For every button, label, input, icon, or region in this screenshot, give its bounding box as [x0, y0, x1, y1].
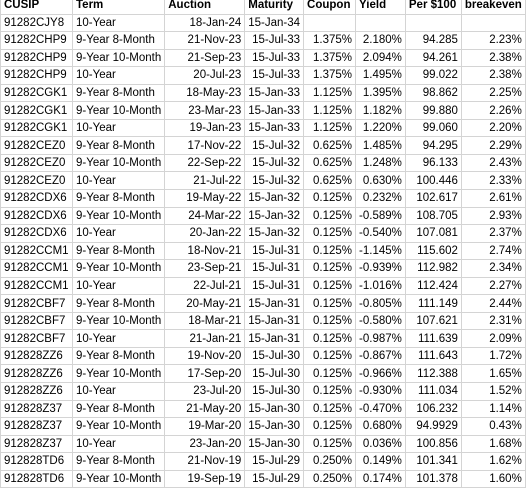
cell-per-100[interactable]: 100.446	[405, 172, 461, 190]
cell-auction[interactable]: 17-Sep-20	[165, 365, 245, 383]
table-row	[1, 84, 526, 102]
cell-yield[interactable]: 1.182%	[356, 102, 406, 120]
cell-maturity[interactable]: 15-Jan-31	[245, 312, 304, 330]
cell-maturity[interactable]: 15-Jan-30	[245, 435, 304, 453]
cell-yield[interactable]: 0.680%	[356, 418, 406, 436]
header-coupon[interactable]: Coupon	[304, 0, 356, 14]
cell-cusip[interactable]: 91282CJY8	[1, 14, 73, 32]
table-row	[1, 453, 526, 471]
cell-maturity[interactable]: 15-Jul-33	[245, 67, 304, 85]
cell-per-100[interactable]: 94.295	[405, 137, 461, 155]
table-row	[1, 400, 526, 418]
cell-per-100[interactable]: 100.856	[405, 435, 461, 453]
table-row	[1, 312, 526, 330]
cell-auction[interactable]: 20-Jul-23	[165, 67, 245, 85]
cell-yield[interactable]: 0.036%	[356, 435, 406, 453]
cell-coupon[interactable]: 0.250%	[304, 453, 356, 471]
header-maturity[interactable]: Maturity	[245, 0, 304, 14]
cell-auction[interactable]: 21-Jan-21	[165, 330, 245, 348]
table-row	[1, 172, 526, 190]
cell-yield[interactable]: -0.939%	[356, 260, 406, 278]
cell-breakeven[interactable]: 2.34%	[461, 260, 525, 278]
cell-per-100[interactable]: 94.9929	[405, 418, 461, 436]
cell-yield[interactable]	[356, 14, 406, 32]
header-cusip[interactable]: CUSIP	[1, 0, 73, 14]
cell-yield[interactable]: -1.016%	[356, 277, 406, 295]
header-row	[1, 0, 526, 14]
cell-coupon[interactable]: 0.125%	[304, 207, 356, 225]
cell-auction[interactable]: 21-Nov-23	[165, 32, 245, 50]
cell-breakeven[interactable]: 2.23%	[461, 32, 525, 50]
cell-auction[interactable]: 18-Jan-24	[165, 14, 245, 32]
cell-breakeven[interactable]: 2.33%	[461, 172, 525, 190]
table-row	[1, 435, 526, 453]
cell-coupon[interactable]: 1.375%	[304, 67, 356, 85]
cell-auction[interactable]: 22-Sep-22	[165, 154, 245, 172]
cell-yield[interactable]: 1.248%	[356, 154, 406, 172]
cell-yield[interactable]: -0.470%	[356, 400, 406, 418]
cell-per-100[interactable]: 96.133	[405, 154, 461, 172]
cell-cusip[interactable]: 91282CHP9	[1, 67, 73, 85]
cell-yield[interactable]: -0.966%	[356, 365, 406, 383]
cell-maturity[interactable]: 15-Jul-33	[245, 32, 304, 50]
table-row	[1, 365, 526, 383]
cell-cusip[interactable]: 91282CBF7	[1, 295, 73, 313]
cell-coupon[interactable]: 0.125%	[304, 190, 356, 208]
cell-per-100[interactable]: 112.982	[405, 260, 461, 278]
cell-yield[interactable]: 2.180%	[356, 32, 406, 50]
cell-auction[interactable]: 17-Nov-22	[165, 137, 245, 155]
cell-yield[interactable]: -0.987%	[356, 330, 406, 348]
cell-term[interactable]: 10-Year	[73, 119, 165, 137]
cell-cusip[interactable]: 912828ZZ6	[1, 347, 73, 365]
table-row	[1, 119, 526, 137]
cell-cusip[interactable]: 91282CDX6	[1, 190, 73, 208]
header-auction[interactable]: Auction	[165, 0, 245, 14]
cell-coupon[interactable]: 0.125%	[304, 347, 356, 365]
cell-cusip[interactable]: 912828Z37	[1, 418, 73, 436]
cell-per-100[interactable]: 112.424	[405, 277, 461, 295]
cell-term[interactable]: 9-Year 8-Month	[73, 32, 165, 50]
cell-breakeven[interactable]: 2.09%	[461, 330, 525, 348]
cell-coupon[interactable]: 0.625%	[304, 154, 356, 172]
cell-breakeven[interactable]: 1.60%	[461, 470, 525, 488]
cell-cusip[interactable]: 912828ZZ6	[1, 383, 73, 401]
cell-term[interactable]: 9-Year 8-Month	[73, 453, 165, 471]
cell-auction[interactable]: 19-Jan-23	[165, 119, 245, 137]
cell-per-100[interactable]: 115.602	[405, 242, 461, 260]
table-row	[1, 67, 526, 85]
cell-auction[interactable]: 22-Jul-21	[165, 277, 245, 295]
cell-breakeven[interactable]: 2.38%	[461, 49, 525, 67]
cell-cusip[interactable]: 91282CHP9	[1, 49, 73, 67]
table-body	[1, 14, 526, 488]
cell-maturity[interactable]: 15-Jul-33	[245, 49, 304, 67]
cell-term[interactable]: 9-Year 8-Month	[73, 295, 165, 313]
table-row	[1, 102, 526, 120]
cell-breakeven[interactable]	[461, 14, 525, 32]
cell-maturity[interactable]: 15-Jul-31	[245, 277, 304, 295]
cell-yield[interactable]: 1.485%	[356, 137, 406, 155]
cell-coupon[interactable]: 0.125%	[304, 242, 356, 260]
cell-term[interactable]: 10-Year	[73, 225, 165, 243]
cell-coupon[interactable]: 0.125%	[304, 383, 356, 401]
cell-per-100[interactable]: 99.060	[405, 119, 461, 137]
cell-maturity[interactable]: 15-Jul-30	[245, 365, 304, 383]
cell-maturity[interactable]: 15-Jul-30	[245, 383, 304, 401]
cell-per-100[interactable]: 111.034	[405, 383, 461, 401]
cell-per-100[interactable]: 108.705	[405, 207, 461, 225]
table-row	[1, 295, 526, 313]
cell-maturity[interactable]: 15-Jan-31	[245, 295, 304, 313]
cell-term[interactable]: 9-Year 8-Month	[73, 242, 165, 260]
cell-breakeven[interactable]: 2.38%	[461, 67, 525, 85]
cell-per-100[interactable]	[405, 14, 461, 32]
cell-breakeven[interactable]: 2.29%	[461, 137, 525, 155]
cell-auction[interactable]: 23-Jul-20	[165, 383, 245, 401]
cell-auction[interactable]: 23-Mar-23	[165, 102, 245, 120]
cell-term[interactable]: 9-Year 10-Month	[73, 260, 165, 278]
cell-cusip[interactable]: 912828ZZ6	[1, 365, 73, 383]
cell-coupon[interactable]: 0.125%	[304, 260, 356, 278]
cell-breakeven[interactable]: 2.44%	[461, 295, 525, 313]
cell-cusip[interactable]: 912828TD6	[1, 470, 73, 488]
cell-breakeven[interactable]: 1.72%	[461, 347, 525, 365]
cell-term[interactable]: 10-Year	[73, 14, 165, 32]
cell-maturity[interactable]: 15-Jan-34	[245, 14, 304, 32]
cell-term[interactable]: 10-Year	[73, 330, 165, 348]
cell-breakeven[interactable]: 1.52%	[461, 383, 525, 401]
cell-cusip[interactable]: 91282CGK1	[1, 102, 73, 120]
cell-breakeven[interactable]: 2.20%	[461, 119, 525, 137]
cell-term[interactable]: 10-Year	[73, 277, 165, 295]
cell-yield[interactable]: 1.220%	[356, 119, 406, 137]
cell-auction[interactable]: 23-Sep-21	[165, 260, 245, 278]
cell-cusip[interactable]: 91282CGK1	[1, 119, 73, 137]
cell-maturity[interactable]: 15-Jan-32	[245, 207, 304, 225]
cell-maturity[interactable]: 15-Jul-31	[245, 242, 304, 260]
cell-maturity[interactable]: 15-Jan-31	[245, 330, 304, 348]
cell-term[interactable]: 9-Year 8-Month	[73, 347, 165, 365]
cell-yield[interactable]: 1.495%	[356, 67, 406, 85]
cell-per-100[interactable]: 99.880	[405, 102, 461, 120]
cell-breakeven[interactable]: 1.65%	[461, 365, 525, 383]
table-row	[1, 383, 526, 401]
cell-coupon[interactable]: 0.125%	[304, 330, 356, 348]
table-row	[1, 277, 526, 295]
table-row	[1, 154, 526, 172]
cell-term[interactable]: 10-Year	[73, 435, 165, 453]
header-term[interactable]: Term	[73, 0, 165, 14]
cell-per-100[interactable]: 107.621	[405, 312, 461, 330]
cell-coupon[interactable]: 0.125%	[304, 295, 356, 313]
cell-cusip[interactable]: 91282CBF7	[1, 312, 73, 330]
cell-cusip[interactable]: 91282CEZ0	[1, 154, 73, 172]
cell-coupon[interactable]: 0.125%	[304, 418, 356, 436]
cell-cusip[interactable]: 91282CHP9	[1, 32, 73, 50]
cell-yield[interactable]: 0.630%	[356, 172, 406, 190]
table-row	[1, 470, 526, 488]
cell-breakeven[interactable]: 2.74%	[461, 242, 525, 260]
cell-auction[interactable]: 19-Sep-19	[165, 470, 245, 488]
cell-yield[interactable]: -0.930%	[356, 383, 406, 401]
table-row	[1, 418, 526, 436]
cell-coupon[interactable]: 0.625%	[304, 172, 356, 190]
cell-breakeven[interactable]: 1.62%	[461, 453, 525, 471]
cell-breakeven[interactable]: 0.43%	[461, 418, 525, 436]
cell-cusip[interactable]: 91282CEZ0	[1, 137, 73, 155]
cell-breakeven[interactable]: 2.43%	[461, 154, 525, 172]
cell-term[interactable]: 9-Year 10-Month	[73, 102, 165, 120]
cell-auction[interactable]: 21-May-20	[165, 400, 245, 418]
cell-term[interactable]: 9-Year 10-Month	[73, 49, 165, 67]
cell-yield[interactable]: 0.149%	[356, 453, 406, 471]
cell-yield[interactable]: 2.094%	[356, 49, 406, 67]
cell-auction[interactable]: 18-Nov-21	[165, 242, 245, 260]
cell-breakeven[interactable]: 2.25%	[461, 84, 525, 102]
cell-cusip[interactable]: 91282CEZ0	[1, 172, 73, 190]
cell-maturity[interactable]: 15-Jul-31	[245, 260, 304, 278]
cell-term[interactable]: 10-Year	[73, 383, 165, 401]
cell-breakeven[interactable]: 1.14%	[461, 400, 525, 418]
header-per-100[interactable]: Per $100	[405, 0, 461, 14]
cell-per-100[interactable]: 111.643	[405, 347, 461, 365]
cell-coupon[interactable]: 1.125%	[304, 84, 356, 102]
table-row	[1, 207, 526, 225]
cell-per-100[interactable]: 94.285	[405, 32, 461, 50]
cell-term[interactable]: 9-Year 8-Month	[73, 84, 165, 102]
table-row	[1, 242, 526, 260]
cell-breakeven[interactable]: 2.37%	[461, 225, 525, 243]
cell-per-100[interactable]: 99.022	[405, 67, 461, 85]
cell-cusip[interactable]: 91282CCM1	[1, 242, 73, 260]
cell-maturity[interactable]: 15-Jul-32	[245, 137, 304, 155]
header-yield[interactable]: Yield	[356, 0, 406, 14]
cell-maturity[interactable]: 15-Jan-30	[245, 418, 304, 436]
cell-auction[interactable]: 18-May-23	[165, 84, 245, 102]
cell-per-100[interactable]: 101.341	[405, 453, 461, 471]
cell-auction[interactable]: 21-Jul-22	[165, 172, 245, 190]
cell-coupon[interactable]: 0.125%	[304, 400, 356, 418]
cell-coupon[interactable]: 1.125%	[304, 102, 356, 120]
cell-per-100[interactable]: 106.232	[405, 400, 461, 418]
cell-coupon[interactable]: 0.125%	[304, 312, 356, 330]
cell-term[interactable]: 9-Year 8-Month	[73, 400, 165, 418]
cell-breakeven[interactable]: 2.27%	[461, 277, 525, 295]
cell-maturity[interactable]: 15-Jul-32	[245, 154, 304, 172]
header-breakeven[interactable]: breakeven	[461, 0, 525, 14]
cell-yield[interactable]: -0.589%	[356, 207, 406, 225]
cell-yield[interactable]: -0.805%	[356, 295, 406, 313]
table-row	[1, 49, 526, 67]
cell-yield[interactable]: 0.174%	[356, 470, 406, 488]
table-row	[1, 137, 526, 155]
cell-cusip[interactable]: 91282CBF7	[1, 330, 73, 348]
cell-coupon[interactable]: 0.125%	[304, 225, 356, 243]
cell-term[interactable]: 9-Year 8-Month	[73, 137, 165, 155]
cell-coupon[interactable]: 0.250%	[304, 470, 356, 488]
cell-coupon[interactable]: 1.375%	[304, 32, 356, 50]
cell-auction[interactable]: 21-Nov-19	[165, 453, 245, 471]
cell-maturity[interactable]: 15-Jul-30	[245, 347, 304, 365]
cell-term[interactable]: 9-Year 10-Month	[73, 154, 165, 172]
cell-maturity[interactable]: 15-Jul-32	[245, 172, 304, 190]
table-row	[1, 347, 526, 365]
cell-auction[interactable]: 24-Mar-22	[165, 207, 245, 225]
table-row	[1, 190, 526, 208]
cell-auction[interactable]: 19-Nov-20	[165, 347, 245, 365]
cell-auction[interactable]: 23-Jan-20	[165, 435, 245, 453]
cell-auction[interactable]: 19-Mar-20	[165, 418, 245, 436]
cell-cusip[interactable]: 91282CCM1	[1, 260, 73, 278]
table-row	[1, 260, 526, 278]
cell-auction[interactable]: 21-Sep-23	[165, 49, 245, 67]
cell-maturity[interactable]: 15-Jul-29	[245, 453, 304, 471]
cell-coupon[interactable]: 0.125%	[304, 435, 356, 453]
cell-cusip[interactable]: 91282CCM1	[1, 277, 73, 295]
cell-per-100[interactable]: 102.617	[405, 190, 461, 208]
table-row	[1, 330, 526, 348]
cell-cusip[interactable]: 912828Z37	[1, 435, 73, 453]
cell-auction[interactable]: 20-May-21	[165, 295, 245, 313]
cell-per-100[interactable]: 112.388	[405, 365, 461, 383]
table-row	[1, 14, 526, 32]
cell-term[interactable]: 10-Year	[73, 67, 165, 85]
cell-breakeven[interactable]: 2.93%	[461, 207, 525, 225]
cell-per-100[interactable]: 107.081	[405, 225, 461, 243]
cell-coupon[interactable]: 0.125%	[304, 277, 356, 295]
cell-term[interactable]: 10-Year	[73, 172, 165, 190]
cell-maturity[interactable]: 15-Jul-29	[245, 470, 304, 488]
table-row	[1, 225, 526, 243]
cell-maturity[interactable]: 15-Jan-33	[245, 84, 304, 102]
cell-auction[interactable]: 18-Mar-21	[165, 312, 245, 330]
cell-yield[interactable]: -0.867%	[356, 347, 406, 365]
cell-term[interactable]: 9-Year 10-Month	[73, 365, 165, 383]
cell-breakeven[interactable]: 1.68%	[461, 435, 525, 453]
cell-term[interactable]: 9-Year 10-Month	[73, 312, 165, 330]
cell-coupon[interactable]	[304, 14, 356, 32]
cell-coupon[interactable]: 0.125%	[304, 365, 356, 383]
table-row	[1, 32, 526, 50]
cell-breakeven[interactable]: 2.61%	[461, 190, 525, 208]
cell-maturity[interactable]: 15-Jan-32	[245, 225, 304, 243]
cell-breakeven[interactable]: 2.31%	[461, 312, 525, 330]
cell-maturity[interactable]: 15-Jan-32	[245, 190, 304, 208]
cell-per-100[interactable]: 111.149	[405, 295, 461, 313]
cell-coupon[interactable]: 1.125%	[304, 119, 356, 137]
cell-cusip[interactable]: 912828TD6	[1, 453, 73, 471]
cell-cusip[interactable]: 91282CDX6	[1, 207, 73, 225]
cell-cusip[interactable]: 912828Z37	[1, 400, 73, 418]
cell-maturity[interactable]: 15-Jan-33	[245, 102, 304, 120]
cell-yield[interactable]: 0.232%	[356, 190, 406, 208]
cell-per-100[interactable]: 98.862	[405, 84, 461, 102]
cell-per-100[interactable]: 101.378	[405, 470, 461, 488]
cell-breakeven[interactable]: 2.26%	[461, 102, 525, 120]
cell-coupon[interactable]: 0.625%	[304, 137, 356, 155]
cell-per-100[interactable]: 111.639	[405, 330, 461, 348]
cell-maturity[interactable]: 15-Jan-33	[245, 119, 304, 137]
cell-yield[interactable]: -0.540%	[356, 225, 406, 243]
cell-yield[interactable]: -0.580%	[356, 312, 406, 330]
cell-term[interactable]: 9-Year 10-Month	[73, 470, 165, 488]
cell-cusip[interactable]: 91282CGK1	[1, 84, 73, 102]
cell-auction[interactable]: 20-Jan-22	[165, 225, 245, 243]
cell-term[interactable]: 9-Year 8-Month	[73, 190, 165, 208]
cell-coupon[interactable]: 1.375%	[304, 49, 356, 67]
cell-term[interactable]: 9-Year 10-Month	[73, 418, 165, 436]
cell-cusip[interactable]: 91282CDX6	[1, 225, 73, 243]
cell-auction[interactable]: 19-May-22	[165, 190, 245, 208]
cell-maturity[interactable]: 15-Jan-30	[245, 400, 304, 418]
cell-per-100[interactable]: 94.261	[405, 49, 461, 67]
cell-yield[interactable]: 1.395%	[356, 84, 406, 102]
cell-yield[interactable]: -1.145%	[356, 242, 406, 260]
cell-term[interactable]: 9-Year 10-Month	[73, 207, 165, 225]
